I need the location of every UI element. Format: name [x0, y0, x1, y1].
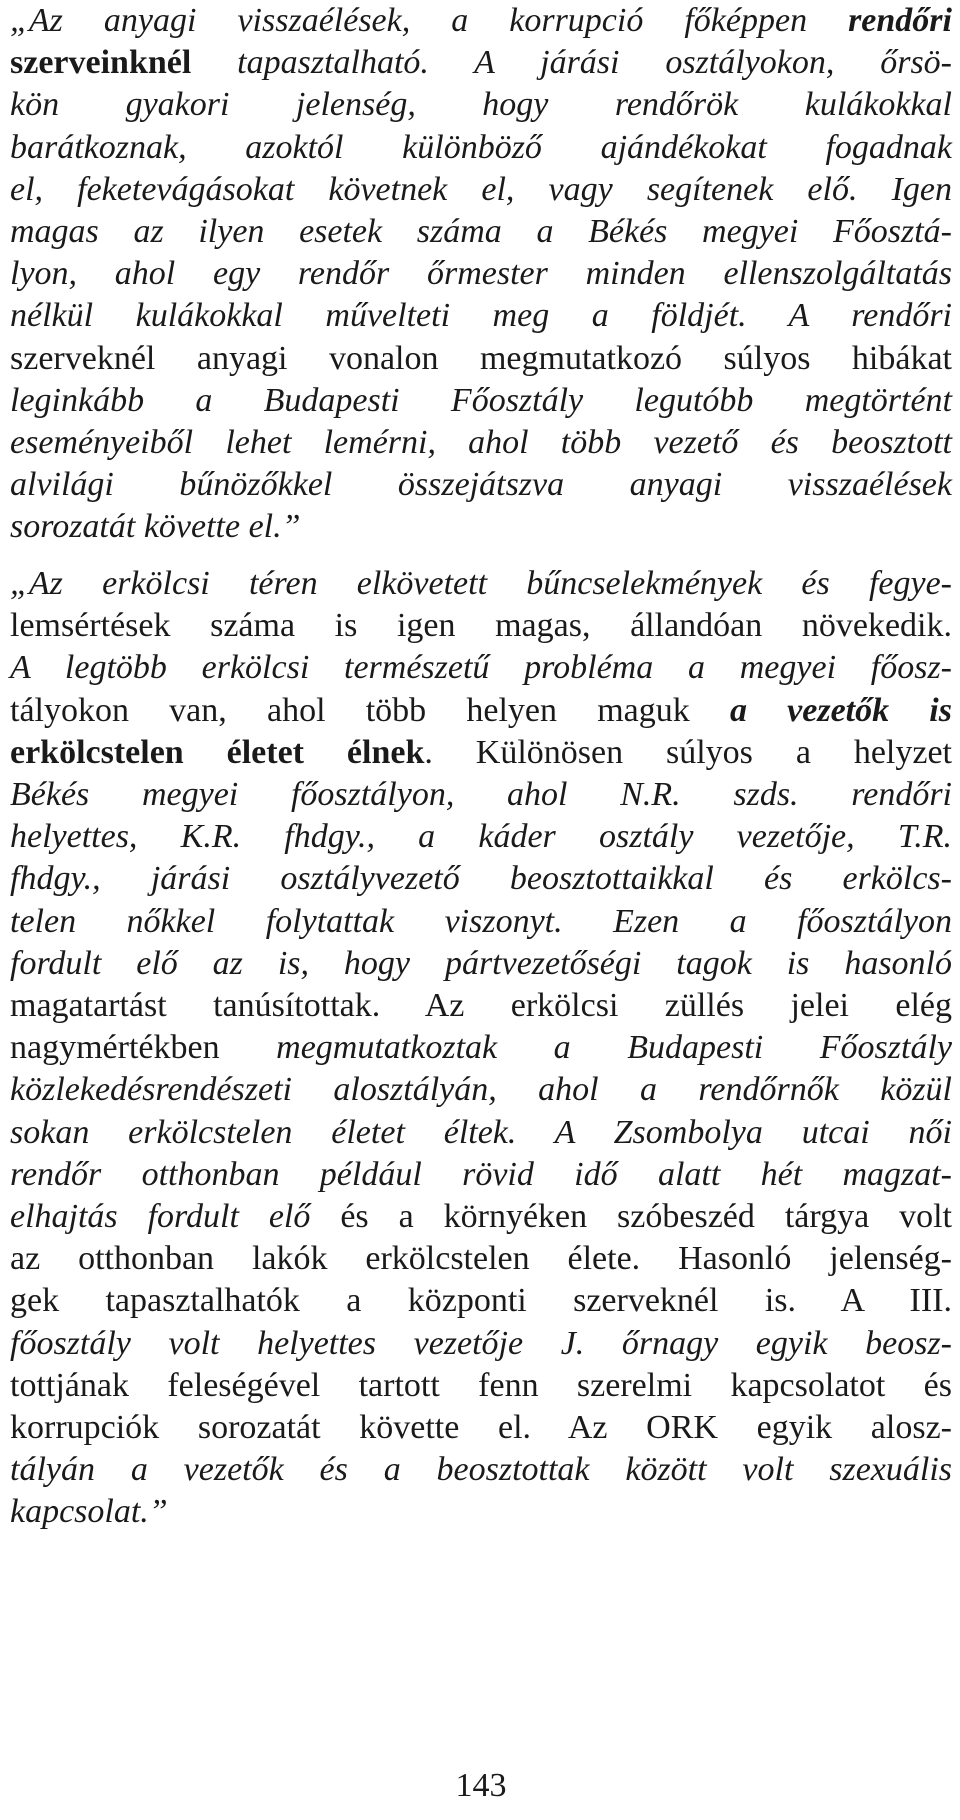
text-run: magatartást tanúsítottak. Az erkölcsi züllés jelei elég: [10, 987, 952, 1024]
text-line: [10, 985, 952, 1027]
text-run: . Különösen súlyos a helyzet: [424, 733, 952, 771]
text-line: [10, 1365, 952, 1407]
text-line: [10, 1196, 952, 1238]
text-run: lemsértések száma is igen magas, állandóan növekedik.: [10, 607, 952, 645]
text-line: [10, 1323, 952, 1365]
text-line: [10, 0, 952, 42]
text-line: [10, 1407, 952, 1449]
text-run: az otthonban lakók erkölcstelen élete. Hasonló jelenség-: [10, 1240, 952, 1278]
text-line: [10, 253, 952, 295]
text-run: telen nőkkel folytattak viszonyt. Ezen a főosztályon: [10, 902, 952, 940]
text-run: Békés megyei főosztályon, ahol N.R. szds. rendőri: [10, 776, 952, 813]
text-line: [10, 1238, 952, 1280]
text-run: lyon, ahol egy rendőr őrmester minden ellenszolgáltatás: [10, 255, 952, 293]
text-run: a vezetők is: [729, 691, 952, 729]
text-run: fordult elő az is, hogy pártvezetőségi tagok is hasonló: [10, 944, 952, 982]
text-run: sokan erkölcstelen életet éltek. A Zsombolya utcai női: [10, 1113, 952, 1151]
text-run: gek tapasztalhatók a központi szerveknél is. A III.: [10, 1282, 952, 1320]
text-line: [10, 858, 952, 900]
text-run: tottjának feleségével tartott fenn szerelmi kapcsolatot és: [10, 1366, 952, 1404]
text-line: [10, 338, 952, 380]
text-run: magas az ilyen esetek száma a Békés megyei Főosztá-: [10, 213, 952, 250]
text-line: [10, 774, 952, 816]
text-line: [10, 563, 952, 605]
text-line: [10, 732, 952, 774]
text-run: kön gyakori jelenség, hogy rendőrök kulákokkal: [10, 86, 952, 124]
text-run: rendőri: [848, 2, 952, 39]
text-run: korrupciók sorozatát követte el. Az ORK egyik alosz-: [10, 1409, 952, 1446]
text-line: [10, 647, 952, 689]
text-run: főosztály volt helyettes vezetője J. őrnagy egyik beosz-: [10, 1324, 952, 1362]
text-line: [10, 943, 952, 985]
text-line: [10, 1491, 952, 1533]
text-run: „Az anyagi visszaélések, a korrupció főképpen: [10, 2, 849, 39]
text-line: [10, 380, 952, 422]
text-run: tályokon van, ahol több helyen maguk: [10, 691, 730, 729]
text-run: leginkább a Budapesti Főosztály legutóbb megtörtént: [10, 381, 952, 419]
text-run: rendőr otthonban például rövid idő alatt hét magzat-: [10, 1155, 952, 1193]
text-run: eseményeiből lehet lemérni, ahol több vezető és beosztott: [10, 424, 952, 461]
text-line: [10, 1112, 952, 1154]
text-run: és a környéken szóbeszéd tárgya volt: [310, 1198, 952, 1235]
text-line: [10, 1069, 952, 1111]
text-line: [10, 169, 952, 211]
text-run: nagymértékben: [10, 1029, 277, 1067]
text-line: [10, 816, 952, 858]
text-run: tapasztalható. A járási osztályokon, őrsö-: [191, 44, 952, 82]
text-line: [10, 605, 952, 647]
text-line: [10, 506, 952, 548]
text-line: [10, 690, 952, 732]
text-run: helyettes, K.R. fhdgy., a káder osztály vezetője, T.R.: [10, 818, 952, 856]
text-run: sorozatát követte el.”: [10, 508, 301, 546]
text-line: [10, 901, 952, 943]
text-line: [10, 1280, 952, 1322]
text-line: [10, 1154, 952, 1196]
text-run: megmutatkoztak a Budapesti Főosztály: [276, 1029, 953, 1067]
text-run: alvilági bűnözőkkel összejátszva anyagi visszaélések: [10, 466, 952, 504]
text-run: elhajtás fordult elő: [10, 1198, 311, 1235]
text-run: erkölcstelen életet élnek: [10, 733, 425, 771]
text-run: kapcsolat.”: [10, 1493, 168, 1531]
text-run: szerveinknél: [10, 44, 192, 82]
text-run: A legtöbb erkölcsi természetű probléma a megyei főosz-: [10, 649, 952, 687]
document-page: [10, 0, 952, 1820]
text-line: [10, 211, 952, 253]
text-line: [10, 295, 952, 337]
text-line: [10, 464, 952, 506]
text-run: fhdgy., járási osztályvezető beosztottaikkal és erkölcs-: [10, 860, 952, 898]
page-number: 143: [455, 1767, 507, 1804]
text-run: szerveknél anyagi vonalon megmutatkozó súlyos hibákat: [10, 339, 952, 377]
text-line: [10, 84, 952, 126]
text-line: [10, 42, 952, 84]
text-line: [10, 1449, 952, 1491]
text-line: [10, 127, 952, 169]
text-run: tályán a vezetők és a beosztottak között volt szexuális: [10, 1451, 952, 1489]
text-run: el, feketevágásokat követnek el, vagy segítenek elő. Igen: [10, 170, 952, 208]
text-run: „Az erkölcsi téren elkövetett bűncselekmények és fegye-: [10, 565, 952, 602]
text-run: nélkül kulákokkal művelteti meg a földjét. A rendőri: [10, 297, 952, 335]
text-run: barátkoznak, azoktól különböző ajándékokat fogadnak: [10, 128, 952, 166]
text-run: közlekedésrendészeti alosztályán, ahol a rendőrnők közül: [10, 1071, 952, 1109]
text-line: [10, 1027, 952, 1069]
text-line: [10, 422, 952, 464]
